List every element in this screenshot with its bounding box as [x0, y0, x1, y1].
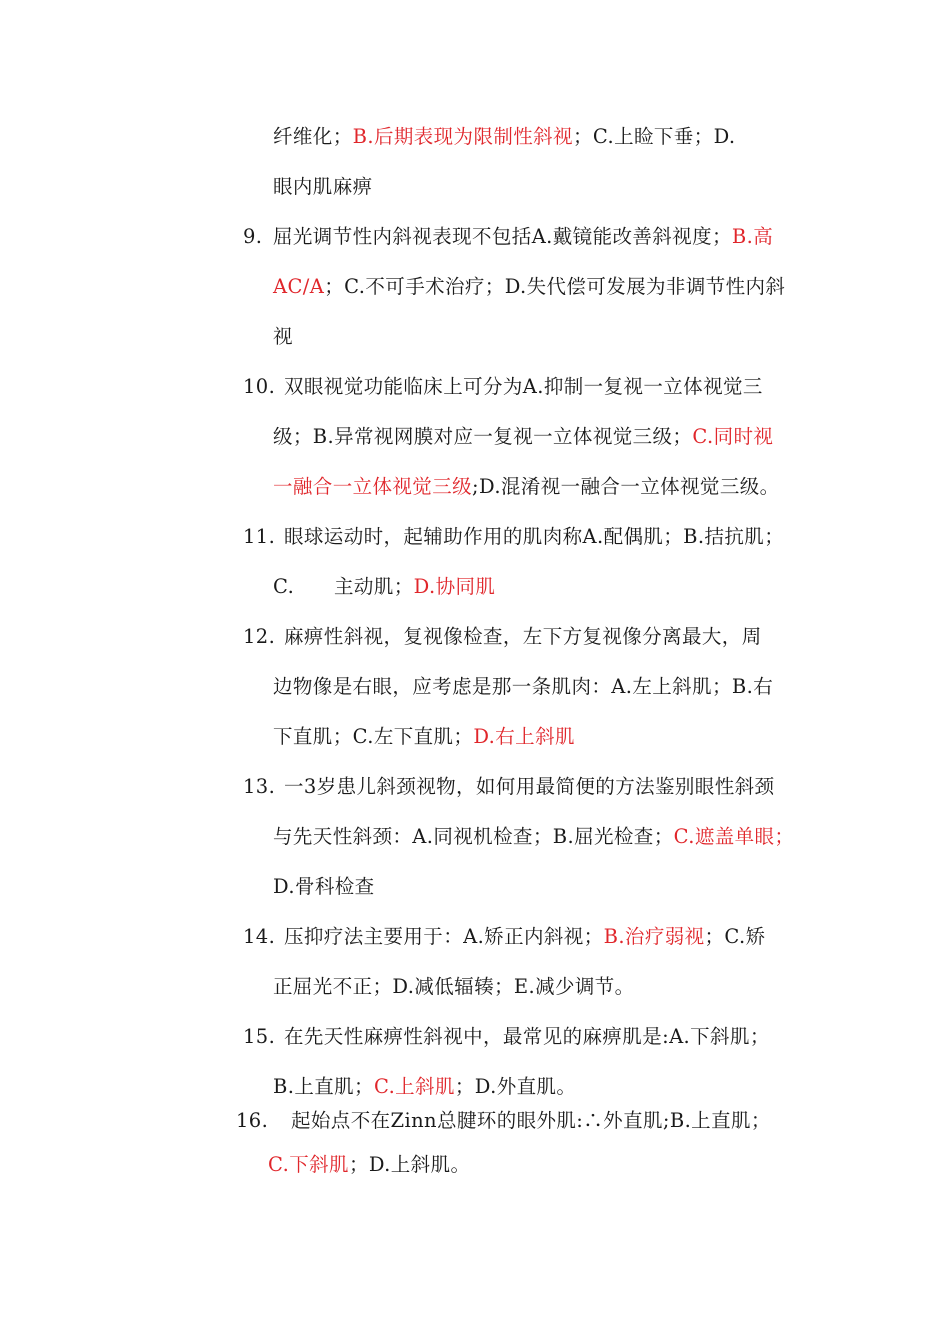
question-9-line-3 [273, 324, 293, 350]
question-8-continuation-line-1 [273, 124, 736, 150]
text: B.上直肌； [273, 1075, 374, 1098]
question-15-number: 15. [243, 1025, 276, 1048]
answer-highlight: B.治疗弱视 [603, 925, 705, 948]
text: 一3岁患儿斜颈视物，如何用最简便的方法鉴别眼性斜颈 [284, 775, 775, 798]
text: 正屈光不正；D.减低辐辏；E.减少调节。 [273, 975, 635, 998]
text: 在先天性麻痹性斜视中，最常见的麻痹肌是:A.下斜肌； [284, 1025, 770, 1048]
text: 级；B.异常视网膜对应一复视一立体视觉三级； [273, 425, 693, 448]
text: ；C.矫 [704, 925, 766, 948]
text: 眼球运动时，起辅助作用的肌肉称A.配偶肌；B.拮抗肌； [284, 525, 785, 548]
text: 麻痹性斜视，复视像检查，左下方复视像分离最大，周 [284, 625, 762, 648]
question-11-number: 11. [243, 525, 276, 548]
question-14-number: 14. [243, 925, 276, 948]
text: 下直肌；C.左下直肌； [273, 725, 474, 748]
question-12-line-2 [273, 674, 773, 700]
question-9-line-2 [273, 274, 785, 300]
question-8-continuation-line-2 [273, 174, 373, 200]
text: ;D.混淆视一融合一立体视觉三级。 [472, 475, 780, 498]
question-15-line-1 [284, 1024, 770, 1050]
question-15-line-2 [273, 1074, 576, 1100]
text: 纤维化； [273, 125, 353, 148]
question-9-number: 9. [243, 225, 263, 248]
question-13-number: 13. [243, 775, 276, 798]
question-14-line-2 [273, 974, 635, 1000]
answer-highlight: 一融合一立体视觉三级 [273, 475, 473, 498]
question-16-number: 16. [236, 1109, 269, 1132]
question-11-line-2 [273, 574, 495, 600]
answer-highlight: C.上斜肌 [373, 1075, 455, 1098]
text: 视 [273, 325, 293, 348]
text: 与先天性斜颈：A.同视机检查；B.屈光检查； [273, 825, 674, 848]
answer-highlight: B.后期表现为限制性斜视 [352, 125, 573, 148]
question-10-line-1 [284, 374, 763, 400]
answer-highlight: D.右上斜肌 [473, 725, 575, 748]
question-16-line-2 [268, 1152, 470, 1178]
text: 起始点不在Zinn总腱环的眼外肌:∴外直肌;B.上直肌； [291, 1109, 771, 1132]
answer-highlight: D.协同肌 [413, 575, 496, 598]
question-12-number: 12. [243, 625, 276, 648]
text: 边物像是右眼，应考虑是那一条肌肉：A.左上斜肌；B.右 [273, 675, 774, 698]
answer-highlight: AC/A [273, 275, 325, 298]
question-13-line-2 [273, 824, 794, 850]
text: ；C.不可手术治疗；D.失代偿可发展为非调节性内斜 [324, 275, 786, 298]
question-10-number: 10. [243, 375, 276, 398]
question-11-line-1 [284, 524, 784, 550]
question-13-line-3 [273, 874, 375, 900]
text: 压抑疗法主要用于：A.矫正内斜视； [284, 925, 604, 948]
text: 眼内肌麻痹 [273, 175, 373, 198]
text: D.骨科检查 [273, 875, 375, 898]
question-10-line-3 [273, 474, 780, 500]
question-14-line-1 [284, 924, 766, 950]
text: 双眼视觉功能临床上可分为A.抑制一复视一立体视觉三 [284, 375, 763, 398]
text: C. 主动肌； [273, 575, 414, 598]
text: ；D.外直肌。 [454, 1075, 577, 1098]
text: 屈光调节性内斜视表现不包括A.戴镜能改善斜视度； [273, 225, 732, 248]
answer-highlight: B.高 [731, 225, 774, 248]
answer-highlight: C.下斜肌 [268, 1153, 349, 1176]
question-12-line-1 [284, 624, 762, 650]
text: ；D.上斜肌。 [348, 1153, 471, 1176]
question-12-line-3 [273, 724, 575, 750]
question-9-line-1 [273, 224, 773, 250]
question-10-line-2 [273, 424, 773, 450]
answer-highlight: C.遮盖单眼； [673, 825, 795, 848]
answer-highlight: C.同时视 [692, 425, 774, 448]
text: ；C.上睑下垂；D. [572, 125, 736, 148]
question-16-line-1 [291, 1108, 771, 1134]
question-13-line-1 [284, 774, 774, 800]
